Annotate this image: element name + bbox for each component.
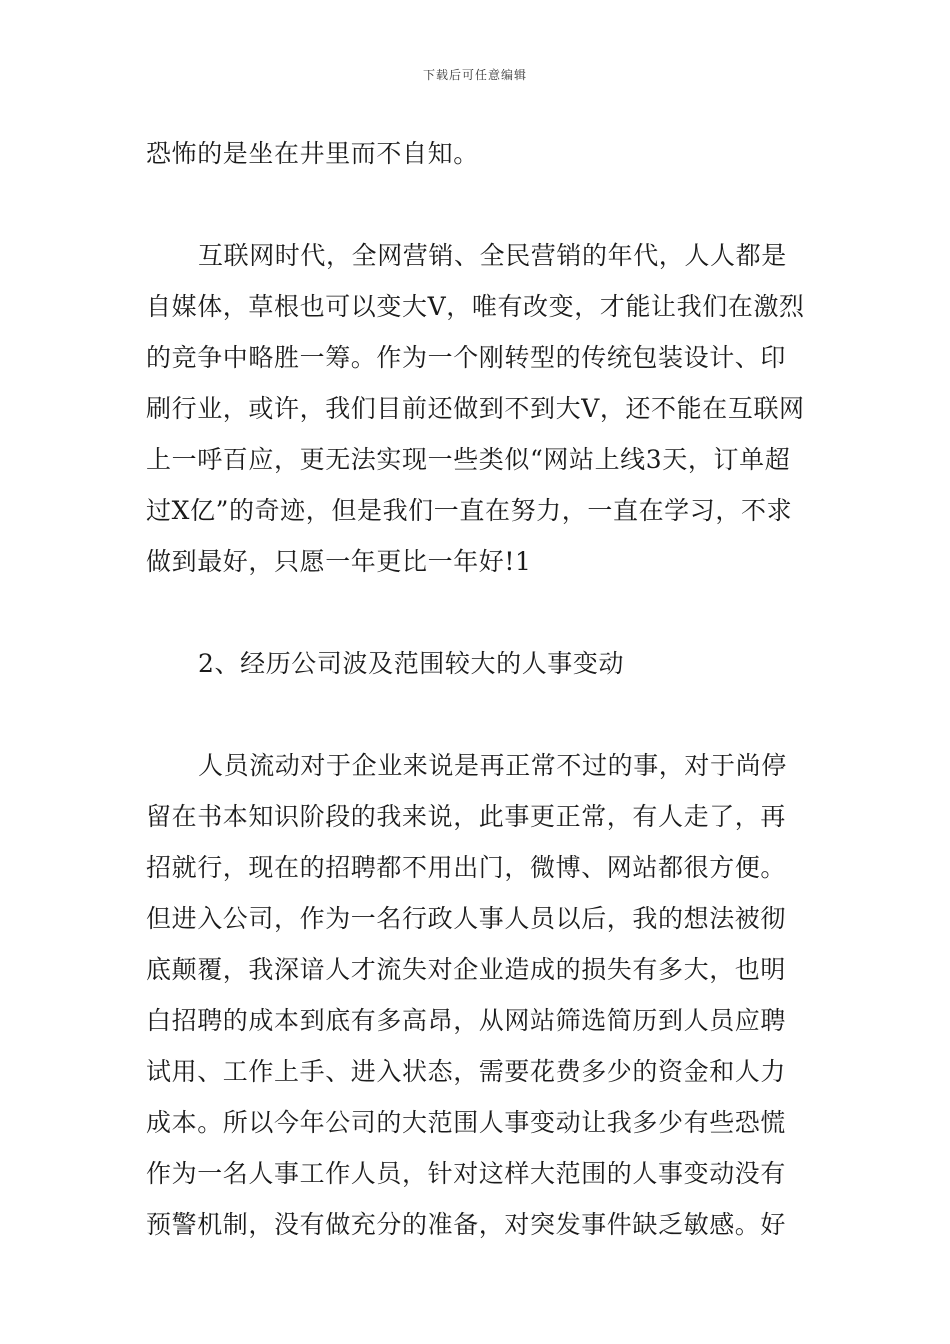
paragraph-gap [146,179,806,230]
paragraph-line: 过X亿”的奇迹，但是我们一直在努力，一直在学习，不求 [146,496,793,525]
paragraph-line: 恐怖的是坐在井里而不自知。 [146,139,479,168]
paragraph-line: 成本。所以今年公司的大范围人事变动让我多少有些恐慌 [146,1108,787,1137]
paragraph-line: 底颠覆，我深谙人才流失对企业造成的损失有多大，也明 [146,955,787,984]
paragraph-gap [146,587,806,638]
paragraph-line: 的竞争中略胜一筹。作为一个刚转型的传统包装设计、印 [146,343,787,372]
paragraph-line: 预警机制，没有做充分的准备，对突发事件缺乏敏感。好 [146,1210,787,1239]
paragraph-line: 留在书本知识阶段的我来说，此事更正常，有人走了，再 [146,802,787,831]
paragraph-line: 互联网时代，全网营销、全民营销的年代，人人都是 [198,241,787,270]
paragraph-line: 自媒体，草根也可以变大V，唯有改变，才能让我们在激烈 [146,292,805,321]
paragraph-line: 做到最好，只愿一年更比一年好!1 [146,547,532,576]
paragraph-line: 上一呼百应，更无法实现一些类似“网站上线3天，订单超 [146,445,791,474]
paragraph-line: 作为一名人事工作人员，针对这样大范围的人事变动没有 [146,1159,787,1188]
paragraph-line: 但进入公司，作为一名行政人事人员以后，我的想法被彻 [146,904,787,933]
document-body [146,128,806,1250]
paragraph-line: 试用、工作上手、进入状态，需要花费多少的资金和人力 [146,1057,787,1086]
paragraph-line: 人员流动对于企业来说是再正常不过的事，对于尚停 [198,751,787,780]
paragraph-line: 刷行业，或许，我们目前还做到不到大V，还不能在互联网 [146,394,805,423]
paragraph-line: 招就行，现在的招聘都不用出门，微博、网站都很方便。 [146,853,787,882]
page-header-note: 下载后可任意编辑 [422,68,527,82]
section-heading: 2、经历公司波及范围较大的人事变动 [198,649,625,678]
paragraph-gap [146,689,806,740]
paragraph-line: 白招聘的成本到底有多高昂，从网站筛选简历到人员应聘 [146,1006,787,1035]
